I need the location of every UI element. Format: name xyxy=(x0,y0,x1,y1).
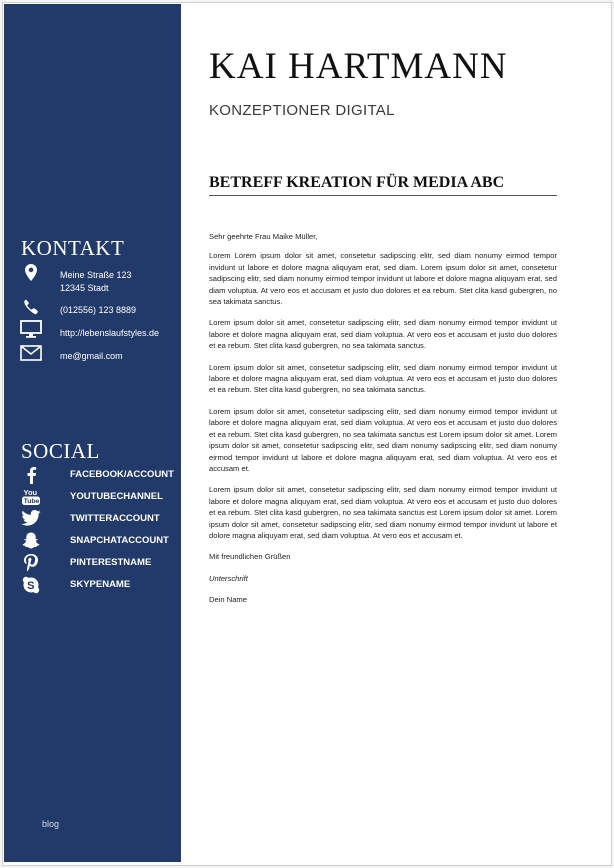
youtube-icon xyxy=(20,488,42,506)
blog-watermark: blog xyxy=(42,819,60,829)
sidebar xyxy=(4,4,181,862)
skype-icon xyxy=(20,576,42,594)
signer-name: Dein Name xyxy=(209,595,247,605)
contact-heading: KONTAKT xyxy=(21,236,125,260)
social-item-facebook[interactable] xyxy=(20,466,174,484)
social-item-snapchat[interactable] xyxy=(20,532,169,550)
address-line2: 12345 Stadt xyxy=(60,283,109,293)
facebook-icon xyxy=(20,466,42,484)
snapchat-icon xyxy=(20,532,42,550)
social-label-skype: SKYPENAME xyxy=(70,579,131,590)
letter-body xyxy=(209,231,557,616)
social-label-youtube: YOUTUBECHANNEL xyxy=(70,491,163,502)
twitter-icon xyxy=(20,510,42,528)
letter-paragraph: Lorem Lorem ipsum dolor sit amet, consetetur sadipscing elitr, sed diam nonumy eirmod tempor invidunt ut labore et dolore magna aliquyam erat, sed diam. Lorem ipsum dolor sit amet, consetetur sadipscing elitr, sed diam nonumy eirmod tempor invidunt ut labore et dolore magna aliquyam erat, sed diam voluptua. At vero eos et accusam et justo duo dolores et ea rebum. Stet clita kasd gubergren, no sea takimata sanctus. xyxy=(209,251,557,307)
envelope-icon xyxy=(20,345,42,363)
phone-icon xyxy=(20,299,42,317)
social-label-snapchat: SNAPCHATACCOUNT xyxy=(70,535,169,546)
contact-phone xyxy=(20,299,137,317)
pinterest-icon xyxy=(20,554,42,572)
signature-placeholder: Unterschrift xyxy=(209,573,248,583)
address-line1: Meine Straße 123 xyxy=(60,270,132,280)
closing: Mit freundlichen Grüßen xyxy=(209,552,291,562)
subject-line: BETREFF KREATION FÜR MEDIA ABC xyxy=(209,174,557,196)
contact-address xyxy=(20,264,132,293)
svg-text:You: You xyxy=(23,488,38,497)
applicant-role: KONZEPTIONER DIGITAL xyxy=(209,102,395,119)
letter-paragraph: Lorem ipsum dolor sit amet, consetetur sadipscing elitr, sed diam nonumy eirmod tempor invidunt ut labore et dolore magna aliquyam erat, sed diam voluptua. At vero eos et accusam et justo duo dolores et ea rebum. Stet clita kasd gubergren, no sea takimata sanctus est Lorem ipsum dolor sit amet. Lorem ipsum dolor sit amet, consetetur sadipscing elitr, sed diam nonumy sadipscing elitr, sed diam nonumy eirmod tempor invidunt ut labore et dolore magna aliquyam erat, sed diam voluptua. At vero eos et accusam et. xyxy=(209,406,557,473)
contact-website xyxy=(20,320,160,338)
monitor-icon xyxy=(20,320,42,338)
letter-paragraph: Lorem ipsum dolor sit amet, consetetur sadipscing elitr, sed diam nonumy eirmod tempor invidunt ut labore et dolore magna aliquyam erat, sed diam voluptua. At vero eos et accusam et justo duo dolores et ea rebum. Stet clita kasd gubergren, no sea takimata sanctus. xyxy=(209,362,557,395)
letter-paragraph: Lorem ipsum dolor sit amet, consetetur sadipscing elitr, sed diam nonumy eirmod tempor invidunt ut labore et dolore magna aliquyam erat, sed diam voluptua. At vero eos et accusam et justo duo dolores et ea rebum. Stet clita kasd gubergren, no sea takimata sanctus est Lorem ipsum dolor sit amet. Lorem ipsum dolor sit amet, consetetur sadipscing elitr, sed diam nonumy eirmod tempor invidunt ut labore et dolore magna aliquyam erat, sed diam voluptua. At vero eos et accusam et. xyxy=(209,485,557,540)
svg-text:S: S xyxy=(27,580,35,593)
social-item-skype[interactable] xyxy=(20,576,131,594)
social-item-youtube[interactable] xyxy=(20,488,163,506)
applicant-name: KAI HARTMANN xyxy=(209,46,508,87)
social-heading: SOCIAL xyxy=(21,439,100,463)
email-link[interactable]: me@gmail.com xyxy=(60,351,123,361)
contact-email xyxy=(20,345,123,363)
svg-text:Tube: Tube xyxy=(23,498,40,506)
website-link[interactable]: http://lebenslaufstyles.de xyxy=(60,328,160,338)
phone-text: (012556) 123 8889 xyxy=(60,305,137,315)
map-pin-icon xyxy=(20,264,42,282)
salutation: Sehr geehrte Frau Maike Müller, xyxy=(209,232,318,241)
social-label-pinterest: PINTERESTNAME xyxy=(70,557,152,568)
social-label-facebook: FACEBOOK/ACCOUNT xyxy=(70,469,174,480)
social-item-pinterest[interactable] xyxy=(20,554,152,572)
cover-letter-page xyxy=(2,2,612,866)
social-item-twitter[interactable] xyxy=(20,510,160,528)
social-label-twitter: TWITTERACCOUNT xyxy=(70,513,160,524)
letter-paragraph: Lorem ipsum dolor sit amet, consetetur sadipscing elitr, sed diam nonumy eirmod tempor invidunt ut labore et dolore magna aliquyam erat, sed diam voluptua. At vero eos et accusam et justo duo dolores et ea rebum. Stet clita kasd gubergren, no sea takimata sanctus. xyxy=(209,318,557,351)
